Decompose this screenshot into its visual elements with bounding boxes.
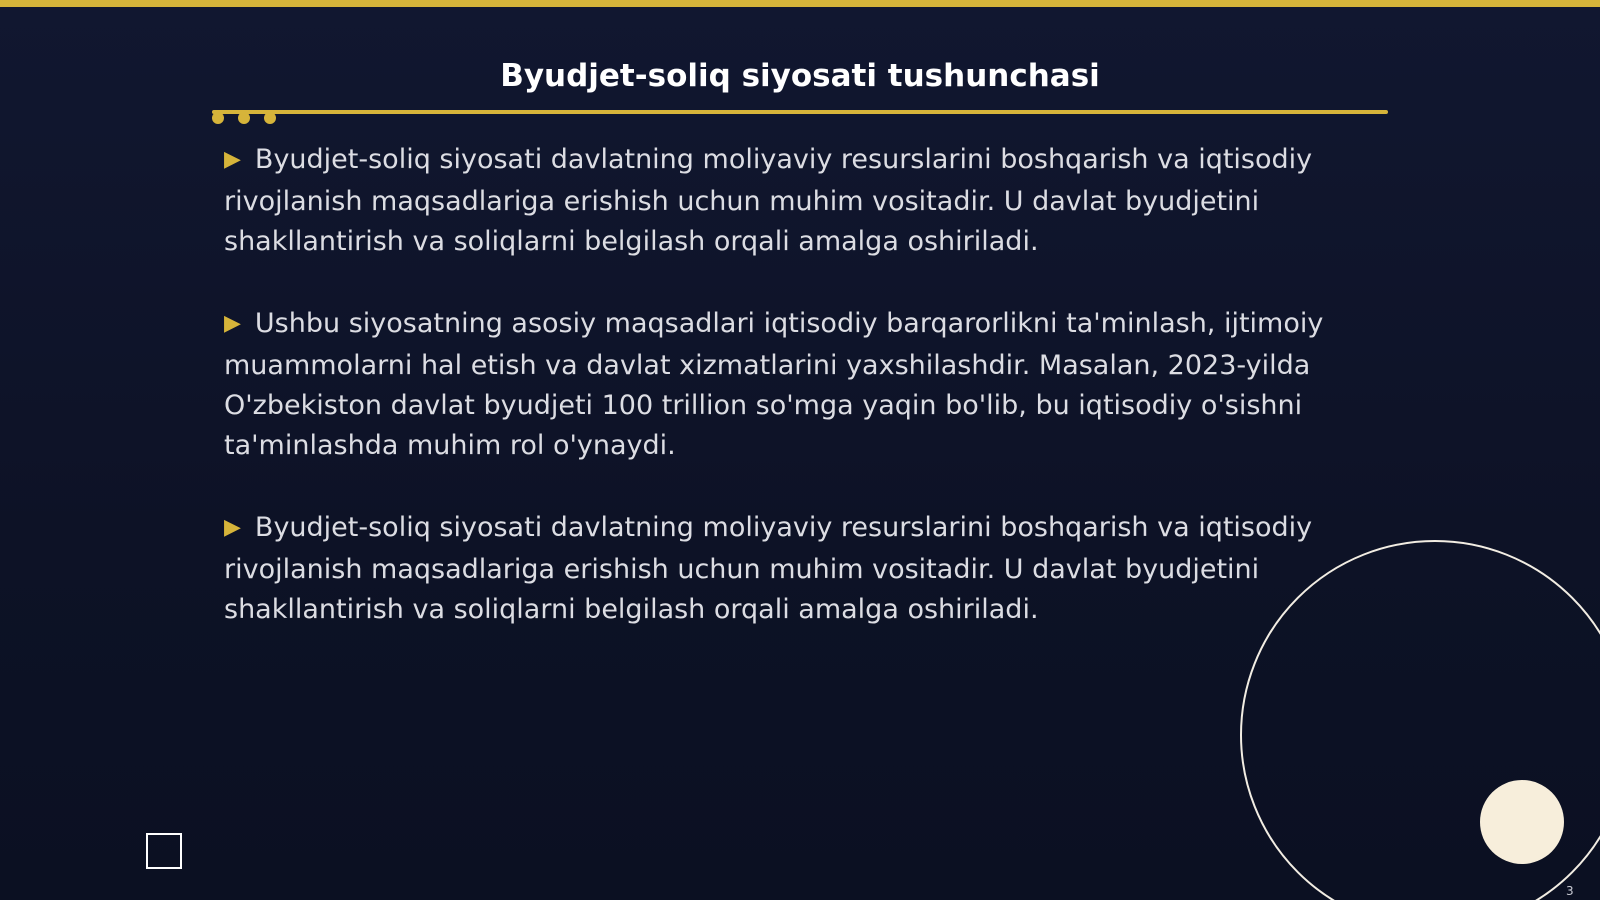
dot-icon xyxy=(238,112,250,124)
title-underline xyxy=(212,110,1388,114)
paragraph-text: Byudjet-soliq siyosati davlatning moliyaviy resurslarini boshqarish va iqtisodiy rivojlanish maqsadlariga erishish uchun muhim vositadir. U davlat byudjetini shakllantirish va soliqlarni belgilash orqali amalga oshiriladi. xyxy=(224,512,1313,625)
paragraph-2 xyxy=(224,304,1344,466)
dot-icon xyxy=(212,112,224,124)
triangle-bullet-icon: ▶ xyxy=(224,311,241,336)
triangle-bullet-icon: ▶ xyxy=(224,147,241,172)
top-accent-bar xyxy=(0,0,1600,7)
decorative-dots xyxy=(212,112,276,126)
page-number: 3 xyxy=(1566,884,1574,898)
triangle-bullet-icon: ▶ xyxy=(224,515,241,540)
dot-icon xyxy=(264,112,276,124)
filled-circle-decoration xyxy=(1480,780,1564,864)
paragraph-3 xyxy=(224,508,1344,630)
paragraph-text: Ushbu siyosatning asosiy maqsadlari iqtisodiy barqarorlikni ta'minlash, ijtimoiy muammolarni hal etish va davlat xizmatlarini yaxshilashdir. Masalan, 2023-yilda O'zbekiston davlat byudjeti 100 trillion so'mga yaqin bo'lib, bu iqtisodiy o'sishni ta'minlashda muhim rol o'ynaydi. xyxy=(224,308,1324,461)
slide-title: Byudjet-soliq siyosati tushunchasi xyxy=(500,58,1100,94)
paragraph-text: Byudjet-soliq siyosati davlatning moliyaviy resurslarini boshqarish va iqtisodiy rivojlanish maqsadlariga erishish uchun muhim vositadir. U davlat byudjetini shakllantirish va soliqlarni belgilash orqali amalga oshiriladi. xyxy=(224,144,1313,257)
slide-content xyxy=(224,140,1344,672)
square-outline-decoration xyxy=(146,833,182,869)
paragraph-1 xyxy=(224,140,1344,262)
